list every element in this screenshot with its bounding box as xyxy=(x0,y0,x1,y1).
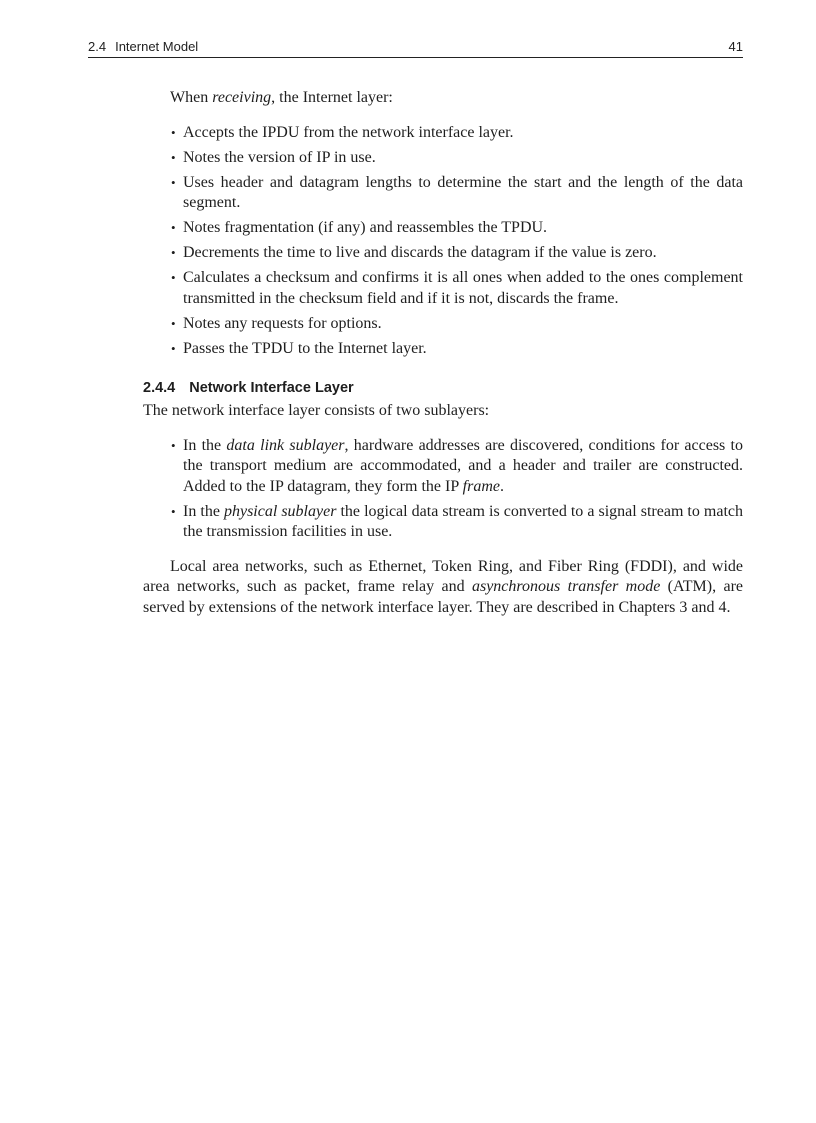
section-heading xyxy=(143,379,743,397)
text-run: In the xyxy=(183,502,224,520)
text-run: . xyxy=(499,477,504,495)
section-title: Network Interface Layer xyxy=(189,380,354,396)
closing-paragraph xyxy=(143,557,743,619)
list-item: • Notes fragmentation (if any) and reassembles the TPDU. xyxy=(183,218,743,239)
emphasis: data link sublayer xyxy=(226,436,345,454)
text-run: (ATM), are served by extensions of the network interface layer. They are described in Chapters 3 and 4. xyxy=(143,578,744,616)
receiving-intro-emphasis: receiving xyxy=(212,89,272,106)
text-run: Local area networks, such as Ethernet, Token Ring, and Fiber Ring (FDDI), and wide area networks, such as packet, frame relay and xyxy=(143,557,743,595)
emphasis: physical sublayer xyxy=(223,502,337,520)
text-run: , hardware addresses are discovered, conditions for access to the transport medium are accommodated, and a header and trailer are constructed. Added to the IP datagram, they form the IP xyxy=(183,436,743,495)
receiving-steps-list xyxy=(143,123,743,360)
text-run: In the xyxy=(183,436,227,454)
running-head xyxy=(88,39,743,58)
section-intro: The network interface layer consists of two sublayers: xyxy=(143,402,490,419)
receiving-intro-text-end: , the Internet layer: xyxy=(271,89,393,106)
list-item: • Notes the version of IP in use. xyxy=(183,148,743,169)
list-item xyxy=(183,436,743,498)
list-item: • Uses header and datagram lengths to determine the start and the length of the data segment. xyxy=(183,173,743,214)
emphasis: frame xyxy=(462,477,500,495)
header-section-title: Internet Model xyxy=(115,39,199,54)
list-item: • Accepts the IPDU from the network interface layer. xyxy=(183,123,743,144)
list-item: • Decrements the time to live and discards the datagram if the value is zero. xyxy=(183,243,743,264)
header-section-number: 2.4 xyxy=(88,39,107,54)
emphasis: asynchronous transfer mode xyxy=(471,578,661,595)
receiving-intro-text: When xyxy=(170,89,213,106)
section-number: 2.4.4 xyxy=(143,380,176,396)
sublayers-list xyxy=(143,436,743,543)
list-item: • Passes the TPDU to the Internet layer. xyxy=(183,339,743,360)
page-body xyxy=(143,88,743,618)
list-item: • Calculates a checksum and confirms it is all ones when added to the ones complement transmitted in the checksum field and if it is not, discards the frame. xyxy=(183,268,743,309)
list-item: • Notes any requests for options. xyxy=(183,314,743,335)
page-number: 41 xyxy=(728,39,743,54)
receiving-intro xyxy=(143,88,743,109)
list-item xyxy=(183,502,743,543)
text-run: the logical data stream is converted to a signal stream to match the transmission facilities in use. xyxy=(183,502,744,540)
